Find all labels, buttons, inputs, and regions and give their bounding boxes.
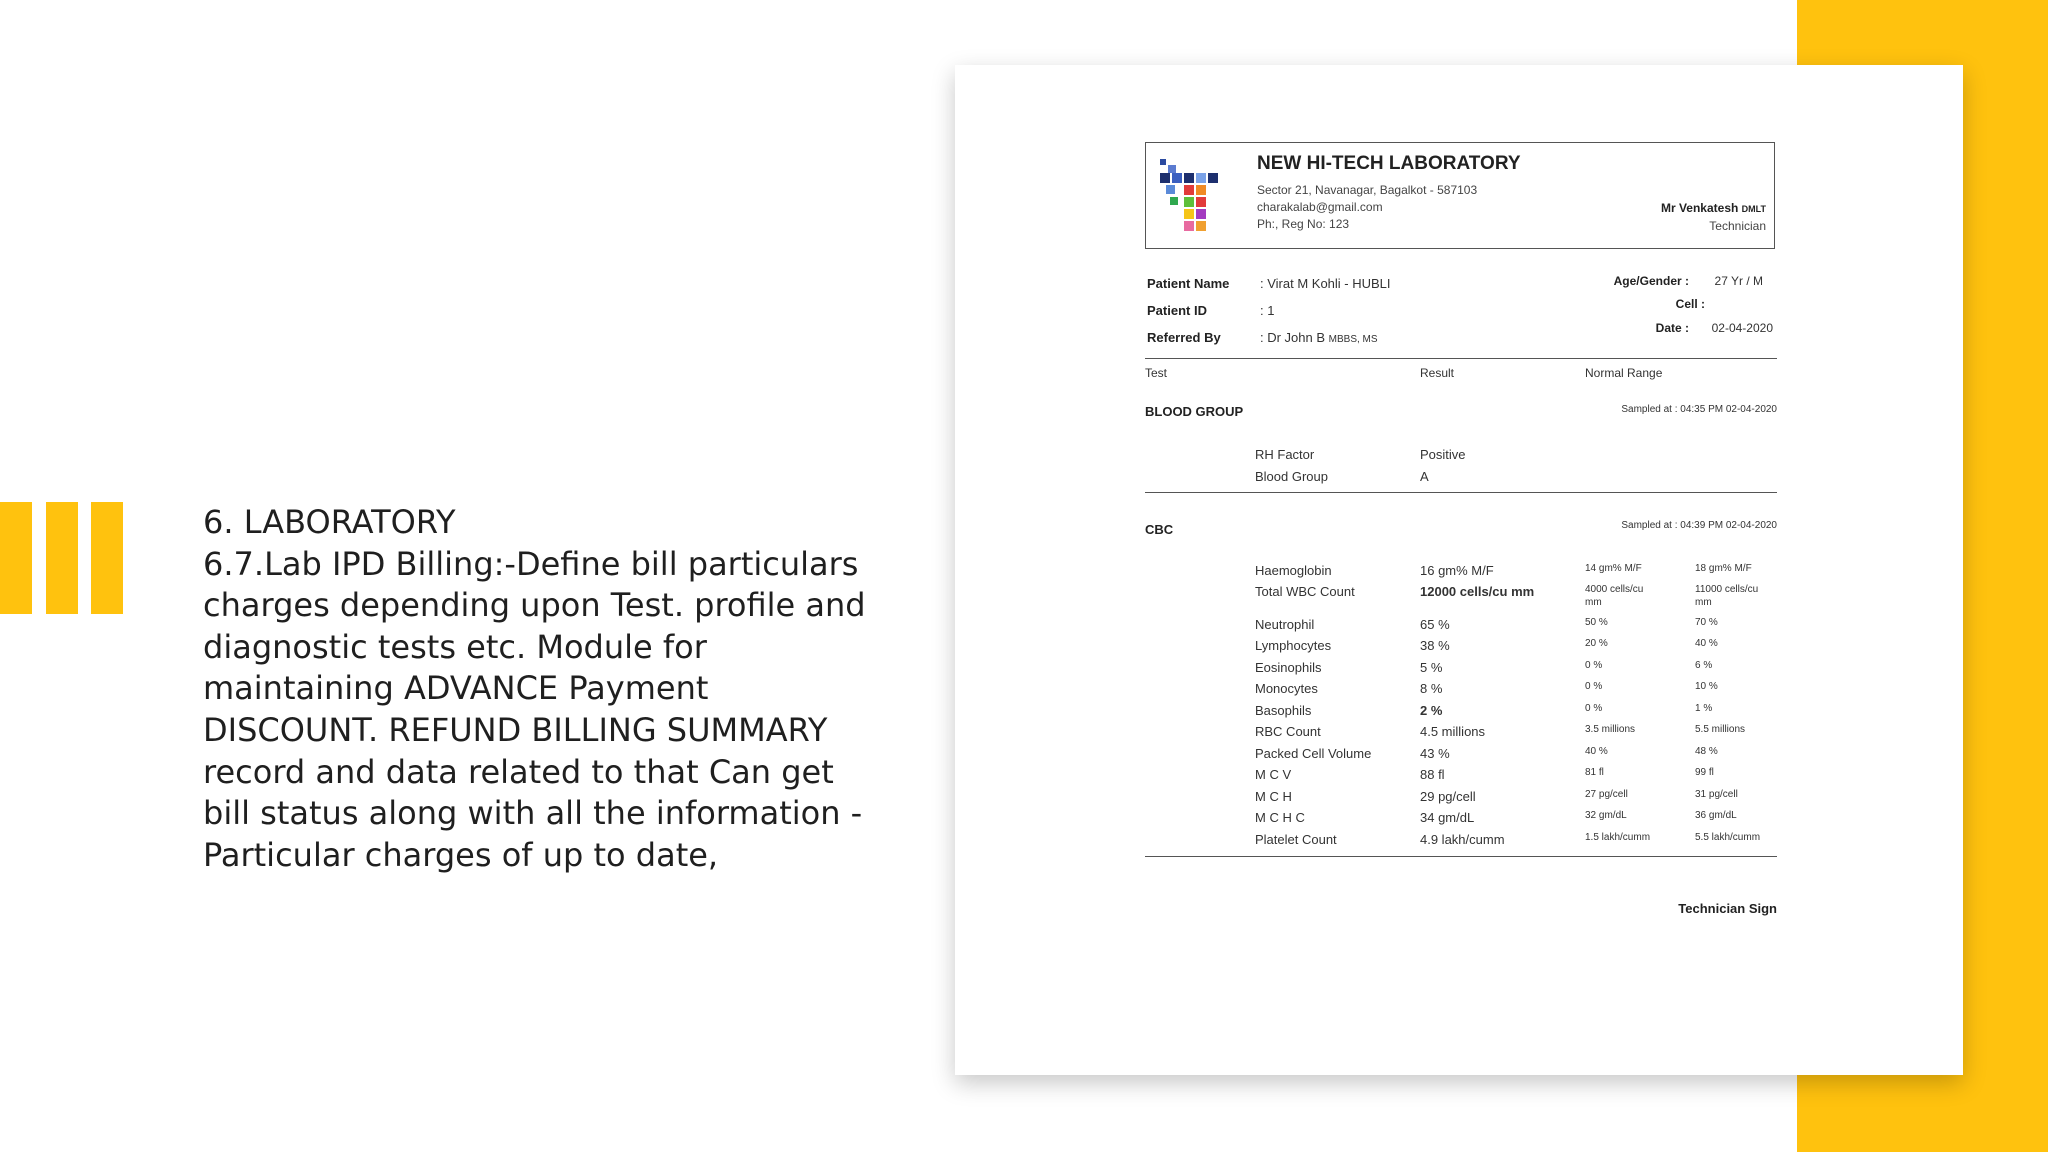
lab-address: Sector 21, Navanagar, Bagalkot - 587103	[1257, 183, 1478, 197]
table-row	[1145, 832, 1777, 850]
section-title-cbc: CBC	[1145, 522, 1174, 537]
range-high: 31 pg/cell	[1695, 789, 1738, 800]
patient-name-label: Patient Name	[1147, 276, 1230, 291]
lab-phone: Ph:, Reg No: 123	[1257, 217, 1350, 231]
sampled-at: Sampled at : 04:39 PM 02-04-2020	[1621, 520, 1777, 531]
table-row	[1145, 767, 1777, 785]
sampled-at: Sampled at : 04:35 PM 02-04-2020	[1621, 404, 1777, 415]
range-high: 48 %	[1695, 746, 1718, 757]
range-low: 3.5 millions	[1585, 724, 1636, 735]
technician-name: Mr Venkatesh DMLT	[1660, 201, 1766, 215]
divider	[1145, 358, 1777, 359]
slide-text-line: bill status along with all the information -	[203, 794, 863, 833]
range-high: 5.5 millions	[1695, 724, 1746, 735]
yellow-bar-decoration	[0, 502, 32, 614]
range-low: 0 %	[1585, 681, 1603, 692]
range-low: 20 %	[1585, 638, 1608, 649]
test-name: Packed Cell Volume	[1255, 746, 1372, 761]
test-result: A	[1420, 469, 1429, 484]
range-low: 0 %	[1585, 660, 1603, 671]
table-row	[1145, 810, 1777, 828]
lab-email: charakalab@gmail.com	[1257, 200, 1383, 214]
test-name: Lymphocytes	[1255, 638, 1332, 653]
table-row	[1145, 638, 1777, 656]
table-row	[1145, 681, 1777, 699]
test-name: RBC Count	[1255, 724, 1321, 739]
range-high: 18 gm% M/F	[1695, 563, 1752, 574]
date-label: Date :	[1655, 321, 1689, 335]
test-result: 5 %	[1420, 660, 1443, 675]
slide-text-line: record and data related to that Can get	[203, 752, 834, 791]
report-header	[1145, 142, 1775, 249]
test-result: 88 fl	[1420, 767, 1445, 782]
test-name: RH Factor	[1255, 447, 1315, 462]
slide-text-line: DISCOUNT. REFUND BILLING SUMMARY	[203, 710, 828, 749]
range-low: 50 %	[1585, 617, 1608, 628]
table-row	[1145, 724, 1777, 742]
test-name: Neutrophil	[1255, 617, 1315, 632]
slide-heading: 6. LABORATORY	[203, 503, 456, 541]
test-name: Platelet Count	[1255, 832, 1337, 847]
yellow-bar-decoration	[46, 502, 78, 614]
range-low: 4000 cells/cu	[1585, 584, 1644, 595]
referred-by-value: : Dr John B MBBS, MS	[1260, 330, 1378, 345]
test-name: Blood Group	[1255, 469, 1328, 484]
column-header-normal-range: Normal Range	[1585, 366, 1663, 380]
test-name: Eosinophils	[1255, 660, 1322, 675]
slide-text-line: 6.7.Lab IPD Billing:-Define bill particulars	[203, 544, 859, 583]
table-row	[1145, 584, 1777, 608]
table-row	[1145, 447, 1777, 465]
test-name: Monocytes	[1255, 681, 1318, 696]
lab-report	[1145, 142, 1777, 922]
test-result: 16 gm% M/F	[1420, 563, 1494, 578]
range-low: 1.5 lakh/cumm	[1585, 832, 1651, 843]
test-name: M C H	[1255, 789, 1292, 804]
column-header-test: Test	[1145, 366, 1168, 380]
range-high: 36 gm/dL	[1695, 810, 1737, 821]
table-row	[1145, 563, 1777, 581]
range-low: 14 gm% M/F	[1585, 563, 1642, 574]
age-gender-value: 27 Yr / M	[1714, 274, 1763, 288]
range-low: 40 %	[1585, 746, 1608, 757]
range-high: 11000 cells/cu	[1695, 584, 1759, 595]
slide-text-line: Particular charges of up to date,	[203, 835, 719, 874]
range-high: 99 fl	[1695, 767, 1714, 778]
divider	[1145, 492, 1777, 493]
test-result: 65 %	[1420, 617, 1450, 632]
table-row	[1145, 469, 1777, 487]
cell-label: Cell :	[1675, 297, 1705, 311]
range-high: 5.5 lakh/cumm	[1695, 832, 1761, 843]
date-value: 02-04-2020	[1711, 321, 1773, 335]
test-name: Total WBC Count	[1255, 584, 1355, 599]
column-header-result: Result	[1420, 366, 1455, 380]
slide-text-line: diagnostic tests etc. Module for	[203, 627, 707, 666]
table-row	[1145, 789, 1777, 807]
range-low: 27 pg/cell	[1585, 789, 1628, 800]
test-result: 12000 cells/cu mm	[1420, 584, 1535, 599]
range-low: 32 gm/dL	[1585, 810, 1627, 821]
test-result: 4.9 lakh/cumm	[1420, 832, 1505, 847]
test-name: M C H C	[1255, 810, 1305, 825]
lab-name: NEW HI-TECH LABORATORY	[1257, 153, 1521, 174]
yellow-bar-decoration	[91, 502, 123, 614]
range-high: 40 %	[1695, 638, 1718, 649]
test-result: 2 %	[1420, 703, 1443, 718]
test-name: Basophils	[1255, 703, 1312, 718]
table-row	[1145, 660, 1777, 678]
divider	[1145, 856, 1777, 857]
slide-text-line: maintaining ADVANCE Payment	[203, 669, 709, 708]
table-row	[1145, 746, 1777, 764]
slide-text-block	[203, 502, 866, 876]
test-result: 43 %	[1420, 746, 1450, 761]
table-row	[1145, 617, 1777, 635]
patient-id-label: Patient ID	[1147, 303, 1207, 318]
test-result: Positive	[1420, 447, 1466, 462]
test-name: M C V	[1255, 767, 1292, 782]
patient-name-value: : Virat M Kohli - HUBLI	[1260, 276, 1391, 291]
range-high: 70 %	[1695, 617, 1718, 628]
age-gender-label: Age/Gender :	[1613, 274, 1689, 288]
patient-id-value: : 1	[1260, 303, 1275, 318]
lab-logo-icon	[1156, 157, 1226, 235]
test-result: 29 pg/cell	[1420, 789, 1476, 804]
test-result: 34 gm/dL	[1420, 810, 1475, 825]
range-low: 0 %	[1585, 703, 1603, 714]
test-result: 4.5 millions	[1420, 724, 1486, 739]
range-low: 81 fl	[1585, 767, 1604, 778]
range-high: 10 %	[1695, 681, 1718, 692]
test-result: 38 %	[1420, 638, 1450, 653]
test-name: Haemoglobin	[1255, 563, 1332, 578]
range-high-unit: mm	[1695, 597, 1712, 608]
technician-role: Technician	[1709, 219, 1766, 233]
technician-sign: Technician Sign	[1678, 901, 1777, 916]
slide-text-line: charges depending upon Test. profile and	[203, 586, 866, 625]
range-high: 1 %	[1695, 703, 1713, 714]
range-high: 6 %	[1695, 660, 1713, 671]
test-result: 8 %	[1420, 681, 1443, 696]
range-low-unit: mm	[1585, 597, 1602, 608]
referred-by-label: Referred By	[1147, 330, 1221, 345]
section-title-blood-group: BLOOD GROUP	[1145, 404, 1244, 419]
table-row	[1145, 703, 1777, 721]
